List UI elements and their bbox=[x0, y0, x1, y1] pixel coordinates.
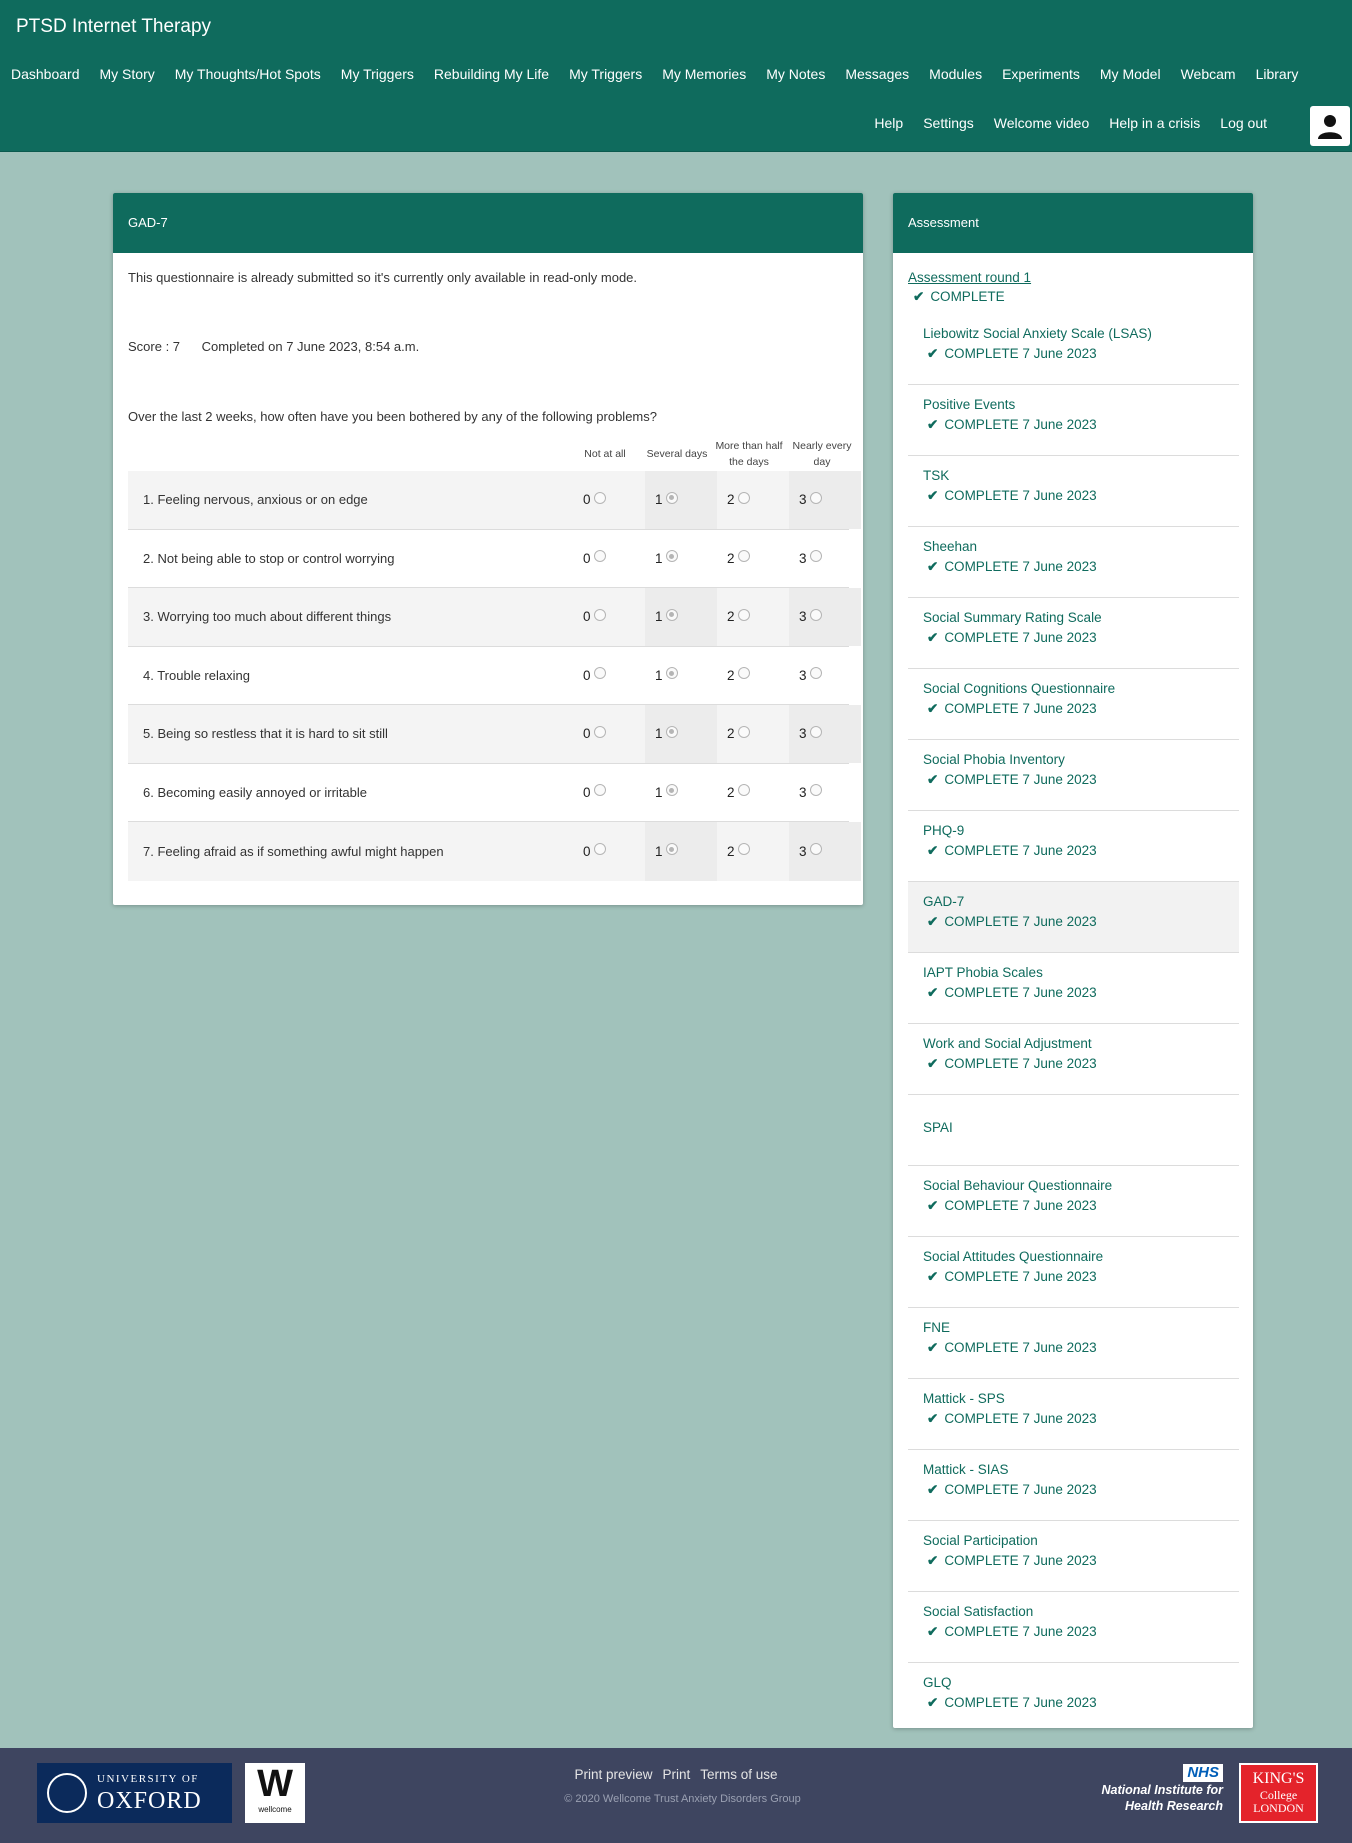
option-value: 2 bbox=[727, 843, 735, 859]
nav-my-model[interactable]: My Model bbox=[1099, 66, 1161, 82]
status-text: COMPLETE bbox=[944, 1482, 1019, 1497]
option-value: 0 bbox=[583, 843, 591, 859]
assessment-item-name[interactable]: PHQ-9 bbox=[923, 823, 965, 838]
option-3[interactable] bbox=[799, 551, 822, 566]
assessment-item-status bbox=[927, 1624, 1097, 1640]
assessment-item-status bbox=[927, 1198, 1097, 1214]
option-value: 3 bbox=[799, 843, 807, 859]
assessment-round-link[interactable]: Assessment round 1 bbox=[908, 270, 1032, 285]
assessment-title: Assessment bbox=[893, 193, 1253, 253]
assessment-item-name[interactable]: Social Attitudes Questionnaire bbox=[923, 1249, 1104, 1264]
nihr-logo bbox=[1083, 1764, 1223, 1824]
nav-settings[interactable]: Settings bbox=[923, 115, 974, 131]
status-text: COMPLETE bbox=[944, 914, 1019, 929]
option-0[interactable] bbox=[583, 844, 606, 859]
main-nav bbox=[0, 66, 1308, 82]
radio-button[interactable] bbox=[594, 492, 606, 504]
nav-my-notes[interactable]: My Notes bbox=[766, 66, 826, 82]
assessment-item-status bbox=[927, 985, 1097, 1001]
assessment-round-status bbox=[913, 289, 1005, 305]
check-icon: ✔ bbox=[927, 488, 939, 503]
assessment-item-social-behaviour-questionnaire[interactable] bbox=[908, 1166, 1239, 1237]
assessment-item-social-participation[interactable] bbox=[908, 1521, 1239, 1592]
nav-rebuilding-my-life[interactable]: Rebuilding My Life bbox=[433, 66, 550, 82]
status-text: COMPLETE bbox=[944, 1695, 1019, 1710]
assessment-card bbox=[893, 193, 1253, 1728]
option-value: 1 bbox=[655, 609, 663, 625]
assessment-item-status bbox=[927, 772, 1097, 788]
radio-button[interactable] bbox=[810, 843, 822, 855]
option-value: 0 bbox=[583, 492, 591, 508]
status-text: COMPLETE bbox=[944, 1411, 1019, 1426]
radio-button[interactable] bbox=[666, 550, 678, 562]
assessment-item-name[interactable]: TSK bbox=[923, 468, 950, 483]
option-3[interactable] bbox=[799, 492, 822, 507]
oxford-logo-line1: UNIVERSITY OF bbox=[97, 1773, 199, 1785]
assessment-item-name[interactable]: Sheehan bbox=[923, 539, 978, 554]
assessment-item-name[interactable]: Social Cognitions Questionnaire bbox=[923, 681, 1116, 696]
nihr-line1: National Institute for bbox=[1101, 1783, 1223, 1797]
assessment-item-name[interactable]: Liebowitz Social Anxiety Scale (LSAS) bbox=[923, 326, 1152, 341]
assessment-item-status bbox=[927, 1056, 1097, 1072]
assessment-item-mattick-sias[interactable] bbox=[908, 1450, 1239, 1521]
option-0[interactable] bbox=[583, 492, 606, 507]
assessment-item-name[interactable]: Social Participation bbox=[923, 1533, 1038, 1548]
option-value: 3 bbox=[799, 550, 807, 566]
status-date: 7 June 2023 bbox=[1022, 1269, 1097, 1284]
status-text: COMPLETE bbox=[944, 843, 1019, 858]
question-row bbox=[128, 705, 849, 764]
assessment-item-tsk[interactable] bbox=[908, 456, 1239, 527]
nav-library[interactable]: Library bbox=[1255, 66, 1299, 82]
status-text: COMPLETE bbox=[944, 559, 1019, 574]
assessment-item-status bbox=[927, 1340, 1097, 1356]
option-2[interactable] bbox=[727, 668, 750, 683]
option-1[interactable] bbox=[655, 551, 678, 566]
option-0[interactable] bbox=[583, 551, 606, 566]
top-navbar bbox=[0, 0, 1352, 152]
assessment-item-name[interactable]: Social Satisfaction bbox=[923, 1604, 1034, 1619]
question-text: 3. Worrying too much about different things bbox=[143, 609, 392, 625]
assessment-item-status bbox=[927, 1553, 1097, 1569]
option-2[interactable] bbox=[727, 726, 750, 741]
check-icon: ✔ bbox=[927, 1411, 939, 1426]
user-avatar-button[interactable] bbox=[1310, 106, 1350, 146]
assessment-item-name[interactable]: SPAI bbox=[923, 1120, 953, 1135]
check-icon: ✔ bbox=[927, 1198, 939, 1213]
status-text: COMPLETE bbox=[944, 985, 1019, 1000]
assessment-item-name[interactable]: Social Summary Rating Scale bbox=[923, 610, 1102, 625]
radio-button[interactable] bbox=[738, 843, 750, 855]
question-row bbox=[128, 588, 849, 647]
assessment-item-status bbox=[927, 1695, 1097, 1711]
assessment-item-status bbox=[927, 630, 1097, 646]
column-header-2: More than half the days bbox=[715, 440, 783, 468]
check-icon: ✔ bbox=[927, 1553, 939, 1568]
radio-button[interactable] bbox=[738, 784, 750, 796]
status-text: COMPLETE bbox=[944, 417, 1019, 432]
assessment-item-status bbox=[927, 559, 1097, 575]
nav-welcome-video[interactable]: Welcome video bbox=[993, 115, 1090, 131]
secondary-nav bbox=[864, 115, 1277, 131]
option-value: 3 bbox=[799, 667, 807, 683]
column-header-0: Not at all bbox=[584, 448, 626, 460]
footer-link-print-preview[interactable]: Print preview bbox=[574, 1767, 653, 1782]
radio-button[interactable] bbox=[594, 726, 606, 738]
nav-modules[interactable]: Modules bbox=[929, 66, 983, 82]
assessment-item-social-summary-rating-scale[interactable] bbox=[908, 598, 1239, 669]
status-text: COMPLETE bbox=[944, 630, 1019, 645]
radio-button[interactable] bbox=[738, 726, 750, 738]
assessment-item-status bbox=[927, 1269, 1097, 1285]
status-text: COMPLETE bbox=[944, 1056, 1019, 1071]
assessment-item-social-satisfaction[interactable] bbox=[908, 1592, 1239, 1663]
check-icon: ✔ bbox=[927, 843, 939, 858]
assessment-item-name[interactable]: Positive Events bbox=[923, 397, 1016, 412]
column-header-3: Nearly every day bbox=[792, 440, 852, 468]
readonly-notice: This questionnaire is already submitted so it's currently only available in read-only mode. bbox=[128, 270, 638, 285]
assessment-item-status bbox=[927, 914, 1097, 930]
footer-link-terms-of-use[interactable]: Terms of use bbox=[700, 1767, 778, 1782]
status-text: COMPLETE bbox=[944, 772, 1019, 787]
option-value: 0 bbox=[583, 726, 591, 742]
user-icon bbox=[1316, 112, 1344, 140]
option-value: 2 bbox=[727, 667, 735, 683]
radio-button[interactable] bbox=[738, 492, 750, 504]
option-0[interactable] bbox=[583, 668, 606, 683]
assessment-item-mattick-sps[interactable] bbox=[908, 1379, 1239, 1450]
question-row bbox=[128, 471, 849, 530]
question-text: 1. Feeling nervous, anxious or on edge bbox=[143, 492, 368, 508]
option-2[interactable] bbox=[727, 609, 750, 624]
check-icon: ✔ bbox=[913, 289, 925, 304]
assessment-item-social-cognitions-questionnaire[interactable] bbox=[908, 669, 1239, 740]
option-3[interactable] bbox=[799, 609, 822, 624]
nav-messages[interactable]: Messages bbox=[845, 66, 910, 82]
option-value: 0 bbox=[583, 550, 591, 566]
check-icon: ✔ bbox=[927, 1624, 939, 1639]
option-1[interactable] bbox=[655, 726, 678, 741]
wellcome-text: wellcome bbox=[258, 1805, 292, 1814]
assessment-item-name[interactable]: Mattick - SPS bbox=[923, 1391, 1005, 1406]
check-icon: ✔ bbox=[927, 701, 939, 716]
assessment-item-name[interactable]: IAPT Phobia Scales bbox=[923, 965, 1043, 980]
assessment-item-name[interactable]: Social Behaviour Questionnaire bbox=[923, 1178, 1113, 1193]
option-0[interactable] bbox=[583, 785, 606, 800]
kings-college-logo bbox=[1239, 1763, 1318, 1823]
nav-help[interactable]: Help bbox=[874, 115, 904, 131]
assessment-item-sheehan[interactable] bbox=[908, 527, 1239, 598]
check-icon: ✔ bbox=[927, 1269, 939, 1284]
status-date: 7 June 2023 bbox=[1022, 488, 1097, 503]
status-date: 7 June 2023 bbox=[1022, 1411, 1097, 1426]
nav-my-story[interactable]: My Story bbox=[99, 66, 155, 82]
nav-my-triggers[interactable]: My Triggers bbox=[340, 66, 414, 82]
assessment-item-social-attitudes-questionnaire[interactable] bbox=[908, 1237, 1239, 1308]
radio-button[interactable] bbox=[810, 784, 822, 796]
status-date: 7 June 2023 bbox=[1022, 1056, 1097, 1071]
round-status-text: COMPLETE bbox=[930, 289, 1005, 304]
radio-button[interactable] bbox=[810, 667, 822, 679]
status-text: COMPLETE bbox=[944, 1269, 1019, 1284]
radio-button[interactable] bbox=[810, 609, 822, 621]
option-3[interactable] bbox=[799, 726, 822, 741]
nihr-line2: Health Research bbox=[1125, 1799, 1223, 1813]
radio-button[interactable] bbox=[810, 492, 822, 504]
option-value: 0 bbox=[583, 784, 591, 800]
app-title[interactable]: PTSD Internet Therapy bbox=[16, 16, 212, 37]
assessment-item-name[interactable]: GLQ bbox=[923, 1675, 952, 1690]
assessment-item-name[interactable]: FNE bbox=[923, 1320, 950, 1335]
status-date: 7 June 2023 bbox=[1022, 346, 1097, 361]
assessment-item-gad-7[interactable] bbox=[908, 882, 1239, 953]
radio-button[interactable] bbox=[738, 609, 750, 621]
question-row bbox=[128, 764, 849, 823]
question-text: 6. Becoming easily annoyed or irritable bbox=[143, 784, 368, 800]
assessment-item-status bbox=[927, 1411, 1097, 1427]
option-value: 2 bbox=[727, 726, 735, 742]
radio-button[interactable] bbox=[666, 784, 678, 796]
assessment-item-work-and-social-adjustment[interactable] bbox=[908, 1024, 1239, 1095]
status-date: 7 June 2023 bbox=[1022, 1198, 1097, 1213]
nav-experiments[interactable]: Experiments bbox=[1002, 66, 1080, 82]
option-value: 2 bbox=[727, 609, 735, 625]
kings-line1: KING'S bbox=[1252, 1770, 1305, 1787]
option-value: 2 bbox=[727, 550, 735, 566]
assessment-item-phq-9[interactable] bbox=[908, 811, 1239, 882]
radio-button[interactable] bbox=[666, 726, 678, 738]
radio-button[interactable] bbox=[594, 784, 606, 796]
assessment-item-iapt-phobia-scales[interactable] bbox=[908, 953, 1239, 1024]
check-icon: ✔ bbox=[927, 346, 939, 361]
option-value: 1 bbox=[655, 550, 663, 566]
option-2[interactable] bbox=[727, 844, 750, 859]
status-text: COMPLETE bbox=[944, 1198, 1019, 1213]
option-2[interactable] bbox=[727, 492, 750, 507]
score-line bbox=[128, 339, 419, 354]
check-icon: ✔ bbox=[927, 1695, 939, 1710]
assessment-item-fne[interactable] bbox=[908, 1308, 1239, 1379]
option-3[interactable] bbox=[799, 844, 822, 859]
nhs-mark: NHS bbox=[1183, 1764, 1223, 1782]
option-1[interactable] bbox=[655, 844, 678, 859]
assessment-item-positive-events[interactable] bbox=[908, 385, 1239, 456]
nav-my-memories[interactable]: My Memories bbox=[662, 66, 747, 82]
score-value: Score : 7 bbox=[128, 339, 181, 354]
check-icon: ✔ bbox=[927, 914, 939, 929]
status-date: 7 June 2023 bbox=[1022, 985, 1097, 1000]
question-row bbox=[128, 822, 849, 881]
radio-button[interactable] bbox=[738, 550, 750, 562]
status-text: COMPLETE bbox=[944, 1553, 1019, 1568]
radio-button[interactable] bbox=[666, 843, 678, 855]
question-list bbox=[128, 471, 849, 881]
option-value: 1 bbox=[655, 843, 663, 859]
status-date: 7 June 2023 bbox=[1022, 1624, 1097, 1639]
kings-line2: College bbox=[1259, 1788, 1298, 1802]
option-value: 2 bbox=[727, 492, 735, 508]
assessment-item-status bbox=[927, 843, 1097, 859]
status-text: COMPLETE bbox=[944, 488, 1019, 503]
check-icon: ✔ bbox=[927, 985, 939, 1000]
option-1[interactable] bbox=[655, 785, 678, 800]
status-date: 7 June 2023 bbox=[1022, 772, 1097, 787]
check-icon: ✔ bbox=[927, 1056, 939, 1071]
status-date: 7 June 2023 bbox=[1022, 843, 1097, 858]
option-value: 3 bbox=[799, 492, 807, 508]
assessment-item-spai[interactable] bbox=[908, 1095, 1239, 1166]
option-value: 2 bbox=[727, 784, 735, 800]
assessment-item-glq[interactable] bbox=[908, 1663, 1239, 1734]
option-2[interactable] bbox=[727, 551, 750, 566]
radio-button[interactable] bbox=[666, 492, 678, 504]
assessment-item-status bbox=[927, 488, 1097, 504]
status-date: 7 June 2023 bbox=[1022, 559, 1097, 574]
status-date: 7 June 2023 bbox=[1022, 630, 1097, 645]
option-value: 3 bbox=[799, 726, 807, 742]
option-3[interactable] bbox=[799, 785, 822, 800]
footer bbox=[0, 1748, 1352, 1843]
status-date: 7 June 2023 bbox=[1022, 1553, 1097, 1568]
assessment-item-status bbox=[927, 417, 1097, 433]
assessment-item-status bbox=[927, 1482, 1097, 1498]
question-text: 7. Feeling afraid as if something awful might happen bbox=[143, 843, 444, 859]
option-value: 0 bbox=[583, 609, 591, 625]
option-1[interactable] bbox=[655, 668, 678, 683]
question-text: 5. Being so restless that it is hard to sit still bbox=[143, 726, 388, 742]
radio-button[interactable] bbox=[666, 609, 678, 621]
nav-my-thoughts-hot-spots[interactable]: My Thoughts/Hot Spots bbox=[174, 66, 321, 82]
option-1[interactable] bbox=[655, 492, 678, 507]
assessment-list bbox=[908, 314, 1239, 1734]
questionnaire-title: GAD-7 bbox=[113, 193, 863, 253]
option-value: 1 bbox=[655, 726, 663, 742]
status-text: COMPLETE bbox=[944, 1340, 1019, 1355]
assessment-item-name[interactable]: Work and Social Adjustment bbox=[923, 1036, 1092, 1051]
option-0[interactable] bbox=[583, 609, 606, 624]
assessment-item-name[interactable]: Social Phobia Inventory bbox=[923, 752, 1065, 767]
wellcome-mark: W bbox=[257, 1763, 293, 1805]
questionnaire-card bbox=[113, 193, 863, 905]
question-row bbox=[128, 647, 849, 706]
radio-button[interactable] bbox=[594, 609, 606, 621]
assessment-item-name[interactable]: GAD-7 bbox=[923, 894, 965, 909]
option-value: 0 bbox=[583, 667, 591, 683]
check-icon: ✔ bbox=[927, 1482, 939, 1497]
nav-webcam[interactable]: Webcam bbox=[1180, 66, 1236, 82]
question-text: 4. Trouble relaxing bbox=[143, 667, 250, 683]
assessment-item-social-phobia-inventory[interactable] bbox=[908, 740, 1239, 811]
copyright: © 2020 Wellcome Trust Anxiety Disorders Group bbox=[564, 1793, 801, 1805]
radio-button[interactable] bbox=[810, 550, 822, 562]
option-value: 3 bbox=[799, 609, 807, 625]
answer-column-headers bbox=[568, 438, 858, 474]
check-icon: ✔ bbox=[927, 417, 939, 432]
check-icon: ✔ bbox=[927, 559, 939, 574]
status-text: COMPLETE bbox=[944, 1624, 1019, 1639]
radio-button[interactable] bbox=[666, 667, 678, 679]
oxford-logo-line2: OXFORD bbox=[97, 1788, 202, 1814]
status-text: COMPLETE bbox=[944, 346, 1019, 361]
nav-help-in-a-crisis[interactable]: Help in a crisis bbox=[1109, 115, 1201, 131]
option-value: 1 bbox=[655, 784, 663, 800]
nav-log-out[interactable]: Log out bbox=[1220, 115, 1267, 131]
radio-button[interactable] bbox=[810, 726, 822, 738]
column-header-1: Several days bbox=[646, 448, 708, 460]
status-date: 7 June 2023 bbox=[1022, 701, 1097, 716]
radio-button[interactable] bbox=[594, 550, 606, 562]
kings-line3: LONDON bbox=[1253, 1801, 1304, 1815]
radio-button[interactable] bbox=[594, 667, 606, 679]
check-icon: ✔ bbox=[927, 772, 939, 787]
option-value: 1 bbox=[655, 492, 663, 508]
footer-link-print[interactable]: Print bbox=[662, 1767, 691, 1782]
radio-button[interactable] bbox=[738, 667, 750, 679]
status-date: 7 June 2023 bbox=[1022, 1695, 1097, 1710]
option-0[interactable] bbox=[583, 726, 606, 741]
assessment-item-liebowitz-social-anxiety-scale-lsas[interactable] bbox=[908, 314, 1239, 385]
question-text: 2. Not being able to stop or control worrying bbox=[143, 550, 395, 566]
assessment-item-status bbox=[927, 701, 1097, 717]
status-text: COMPLETE bbox=[944, 701, 1019, 716]
nav-my-triggers[interactable]: My Triggers bbox=[569, 66, 643, 82]
question-prompt: Over the last 2 weeks, how often have you been bothered by any of the following problems? bbox=[128, 409, 657, 424]
status-date: 7 June 2023 bbox=[1022, 1482, 1097, 1497]
assessment-item-status bbox=[927, 346, 1097, 362]
option-value: 1 bbox=[655, 667, 663, 683]
radio-button[interactable] bbox=[594, 843, 606, 855]
option-2[interactable] bbox=[727, 785, 750, 800]
status-date: 7 June 2023 bbox=[1022, 417, 1097, 432]
status-date: 7 June 2023 bbox=[1022, 1340, 1097, 1355]
question-row bbox=[128, 530, 849, 589]
nav-dashboard[interactable]: Dashboard bbox=[11, 66, 80, 82]
status-date: 7 June 2023 bbox=[1022, 914, 1097, 929]
option-1[interactable] bbox=[655, 609, 678, 624]
assessment-item-name[interactable]: Mattick - SIAS bbox=[923, 1462, 1009, 1477]
option-value: 3 bbox=[799, 784, 807, 800]
check-icon: ✔ bbox=[927, 1340, 939, 1355]
check-icon: ✔ bbox=[927, 630, 939, 645]
completed-date: Completed on 7 June 2023, 8:54 a.m. bbox=[201, 339, 420, 354]
option-3[interactable] bbox=[799, 668, 822, 683]
